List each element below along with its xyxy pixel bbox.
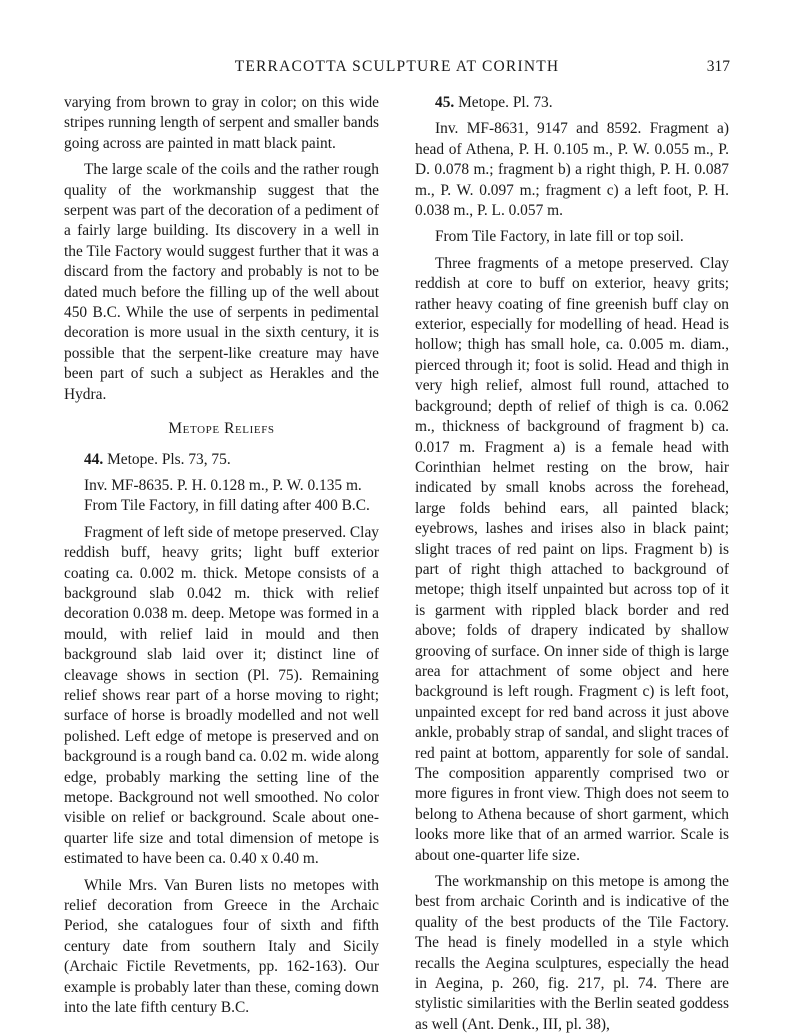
paragraph-continued: varying from brown to gray in color; on this wide stripes running length of serpent and smaller bands going across are painted in matt black paint. [64,94,379,152]
running-header [0,58,794,82]
right-column [415,93,729,1035]
entry-45-title: Metope. Pl. 73. [458,94,553,111]
entry-45-heading [415,93,729,113]
entry-44-provenance: From Tile Factory, in fill dating after 400 B.C. [84,497,370,515]
page-number: 317 [706,58,730,75]
section-heading: Metope Reliefs [168,420,275,438]
entry-44-number: 44. [84,450,104,468]
entry-44-discussion: While Mrs. Van Buren lists no metopes with relief decoration from Greece in the Archaic Period, she catalogues four of sixth and fifth century date from southern Italy and Sicily (Archaic Fictile Revetments, pp. 162-163). Our example is probably later than these, coming down into the late fifth century B.C. [64,876,379,1017]
left-column [64,93,379,1018]
paragraph-serpent-discussion: The large scale of the coils and the rather rough quality of the workmanship suggest that the serpent was part of the decoration of a pediment of a fairly large building. Its discovery in a well in the Tile Factory would suggest further that it was a discard from the factory and probably is not to be dated much before the filling up of the well about 450 B.C. While the use of serpents in pedimental decoration is more usual in the sixth century, it is possible that the serpent-like creature may have been part of such a subject as Herakles and the Hydra. [64,161,379,403]
entry-45-number: 45. [435,94,455,111]
entry-45-inventory: Inv. MF-8631, 9147 and 8592. Fragment a) head of Athena, P. H. 0.105 m., P. W. 0.055 m., P. D. 0.078 m.; fragment b) a right thigh, P. H. 0.087 m., P. W. 0.097 m.; fragment c) a left foot, P. H. 0.038 m., P. L. 0.057 m. [415,120,729,220]
entry-44-inventory: Inv. MF-8635. P. H. 0.128 m., P. W. 0.135 m. [84,476,362,494]
entry-45-description: Three fragments of a metope preserved. Clay reddish at core to buff on exterior, heavy grits; rather heavy coating of fine greenish buff clay on exterior, especially for modelling of head. Head is hollow; thigh has small hole, ca. 0.005 m. diam., pierced through it; foot is solid. Head and thigh in very high relief, almost full round, attached to background; depth of relief of thigh is ca. 0.062 m., thickness of background of fragment b) ca. 0.017 m. Fragment a) is a female head with Corinthian helmet resting on the brow, hair indicated by small knobs across the forehead, large folds behind ears, all painted black; eyebrows, lashes and irises also in black paint; slight traces of red paint on lips. Fragment b) is part of right thigh attached to background of metope; thigh itself unpainted but across top of it is garment with rippled black border and red above; folds of drapery indicated by shallow grooving of surface. On inner side of thigh is large area for attachment of some object and here background is left rough. Fragment c) is left foot, unpainted except for red band across it just above ankle, probably strap of sandal, and slight traces of red paint at bottom, apparently for sole of sandal. The composition apparently comprised two or more figures in front view. Thigh does not seem to belong to Athena because of short garment, which looks more like that of an armed warrior. Scale is about one-quarter life size. [415,254,729,864]
entry-44-description: Fragment of left side of metope preserved. Clay reddish buff, heavy grits; light buff exterior coating ca. 0.002 m. thick. Metope consists of a background slab 0.042 m. thick with relief decoration 0.038 m. deep. Metope was formed in a mould, with relief laid in mould and then background slab laid over it; distinct line of cleavage shows in section (Pl. 75). Remaining relief shows rear part of a horse moving to right; surface of horse is broadly modelled and not well polished. Left edge of metope is preserved and on background is a rough band ca. 0.02 m. wide along edge, probably marking the setting line of the metope. Background not well smoothed. No color visible on relief or background. Scale about one-quarter life size and total dimension of metope is estimated to have been ca. 0.40 x 0.40 m. [64,523,379,868]
entry-44-heading [64,450,379,470]
entry-45-provenance: From Tile Factory, in late fill or top soil. [435,228,684,246]
entry-44-title: Metope. Pls. 73, 75. [107,450,231,468]
running-title: TERRACOTTA SCULPTURE AT CORINTH [234,58,560,75]
entry-45-discussion: The workmanship on this metope is among the best from archaic Corinth and is indicative of the quality of the best products of the Tile Factory. The head is finely modelled in a style which recalls the Aegina sculptures, especially the head in Aegina, p. 260, fig. 217, pl. 74. There are stylistic similarities with the Berlin seated goddess as well (Ant. Denk., III, pl. 38), [415,873,729,1033]
